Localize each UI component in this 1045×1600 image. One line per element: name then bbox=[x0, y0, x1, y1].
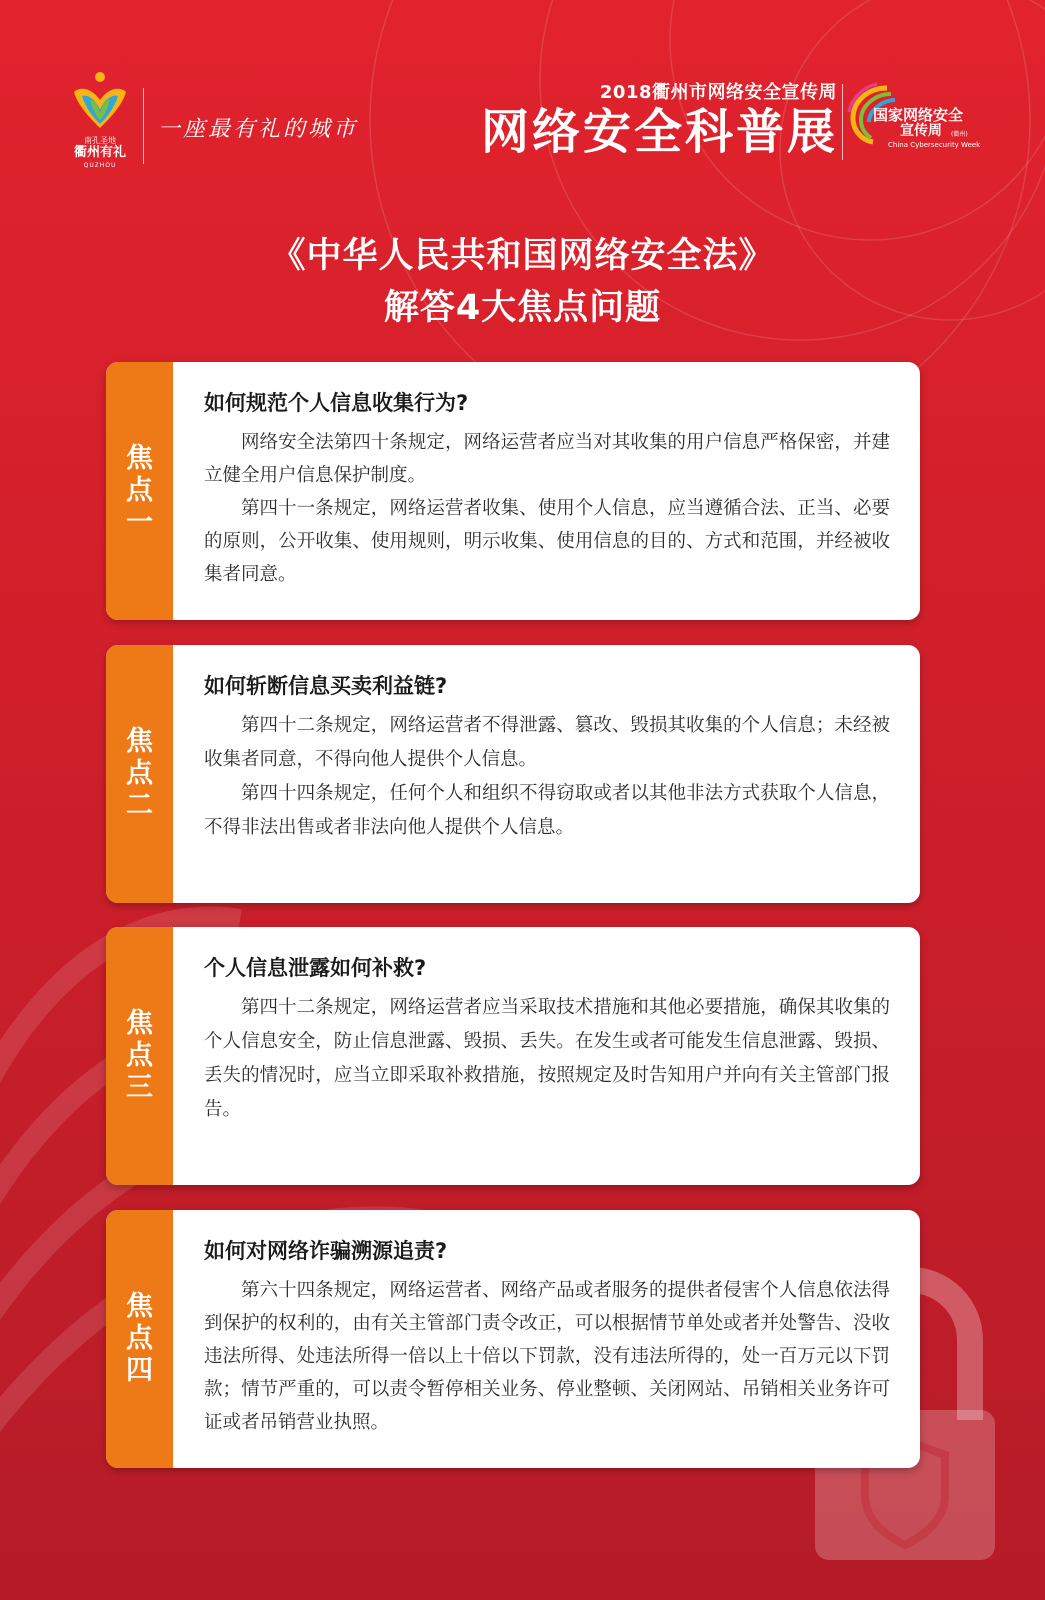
focus-paragraph: 第六十四条规定，网络运营者、网络产品或者服务的提供者侵害个人信息依法得到保护的权利的，由有关主管部门责令改正，可以根据情节单处或者并处警告、没收违法所得、处违法所得一倍以上十倍以下罚款，没有违法所得的，处一百万元以下罚款；情节严重的，可以责令暂停相关业务、停业整顿、关闭网站、吊销相关业务许可证或者吊销营业执照。 bbox=[204, 1280, 890, 1433]
focus-tab bbox=[106, 1210, 173, 1468]
focus-paragraph: 第四十一条规定，网络运营者收集、使用个人信息，应当遵循合法、正当、必要的原则，公开收集、使用规则，明示收集、使用信息的目的、方式和范围，并经被收集者同意。 bbox=[204, 498, 890, 585]
focus-card-2 bbox=[106, 645, 920, 903]
page-title: 《中华人民共和国网络安全法》 bbox=[270, 236, 775, 276]
header-divider bbox=[143, 88, 144, 164]
focus-card-1 bbox=[106, 362, 920, 620]
focus-question: 如何规范个人信息收集行为? bbox=[204, 391, 469, 415]
focus-question: 个人信息泄露如何补救? bbox=[204, 956, 427, 980]
page-subtitle: 解答4大焦点问题 bbox=[383, 288, 662, 328]
focus-tab-label: 焦点四 bbox=[126, 1291, 153, 1386]
city-logo bbox=[60, 70, 140, 170]
focus-paragraph: 第四十二条规定，网络运营者应当采取技术措施和其他必要措施，确保其收集的个人信息安全，防止信息泄露、毁损、丢失。在发生或者可能发生信息泄露、毁损、丢失的情况时，应当立即采取补救措施，按照规定及时告知用户并向有关主管部门报告。 bbox=[204, 997, 890, 1120]
event-subtitle: 2018衢州市网络安全宣传周 bbox=[599, 82, 837, 103]
logo-name: 衢州有礼 bbox=[73, 145, 126, 160]
heart-logo-icon bbox=[70, 70, 130, 132]
focus-tab bbox=[106, 927, 173, 1185]
focus-tab bbox=[106, 645, 173, 903]
focus-tab bbox=[106, 362, 173, 620]
logo-slogan: 南孔圣地 bbox=[84, 136, 116, 145]
focus-tab-label: 焦点一 bbox=[126, 443, 153, 538]
focus-question: 如何对网络诈骗溯源追责? bbox=[204, 1239, 448, 1263]
focus-paragraph: 第四十二条规定，网络运营者不得泄露、篡改、毁损其收集的个人信息；未经被收集者同意，不得向他人提供个人信息。 bbox=[204, 715, 890, 770]
city-tagline: 一座最有礼的城市 bbox=[158, 117, 359, 142]
focus-card-3 bbox=[106, 927, 920, 1185]
focus-card-4 bbox=[106, 1210, 920, 1468]
focus-tab-label: 焦点二 bbox=[126, 726, 153, 821]
cyber-week-english: China Cybersecurity Week bbox=[888, 141, 981, 149]
focus-question: 如何斩断信息买卖利益链? bbox=[204, 674, 448, 698]
cyber-week-title-line2: 宣传周 bbox=[900, 123, 942, 139]
event-title: 网络安全科普展 bbox=[480, 104, 838, 160]
logo-english: QUZHOU bbox=[83, 162, 117, 169]
focus-tab-label: 焦点三 bbox=[126, 1008, 153, 1103]
focus-paragraph: 网络安全法第四十条规定，网络运营者应当对其收集的用户信息严格保密，并建立健全用户信息保护制度。 bbox=[204, 432, 890, 486]
cyber-week-city: (衢州) bbox=[951, 131, 968, 138]
focus-paragraph: 第四十四条规定，任何个人和组织不得窃取或者以其他非法方式获取个人信息，不得非法出售或者非法向他人提供个人信息。 bbox=[204, 783, 890, 838]
cyber-week-title-line1: 国家网络安全 bbox=[873, 106, 964, 124]
header-divider-right bbox=[842, 84, 843, 160]
